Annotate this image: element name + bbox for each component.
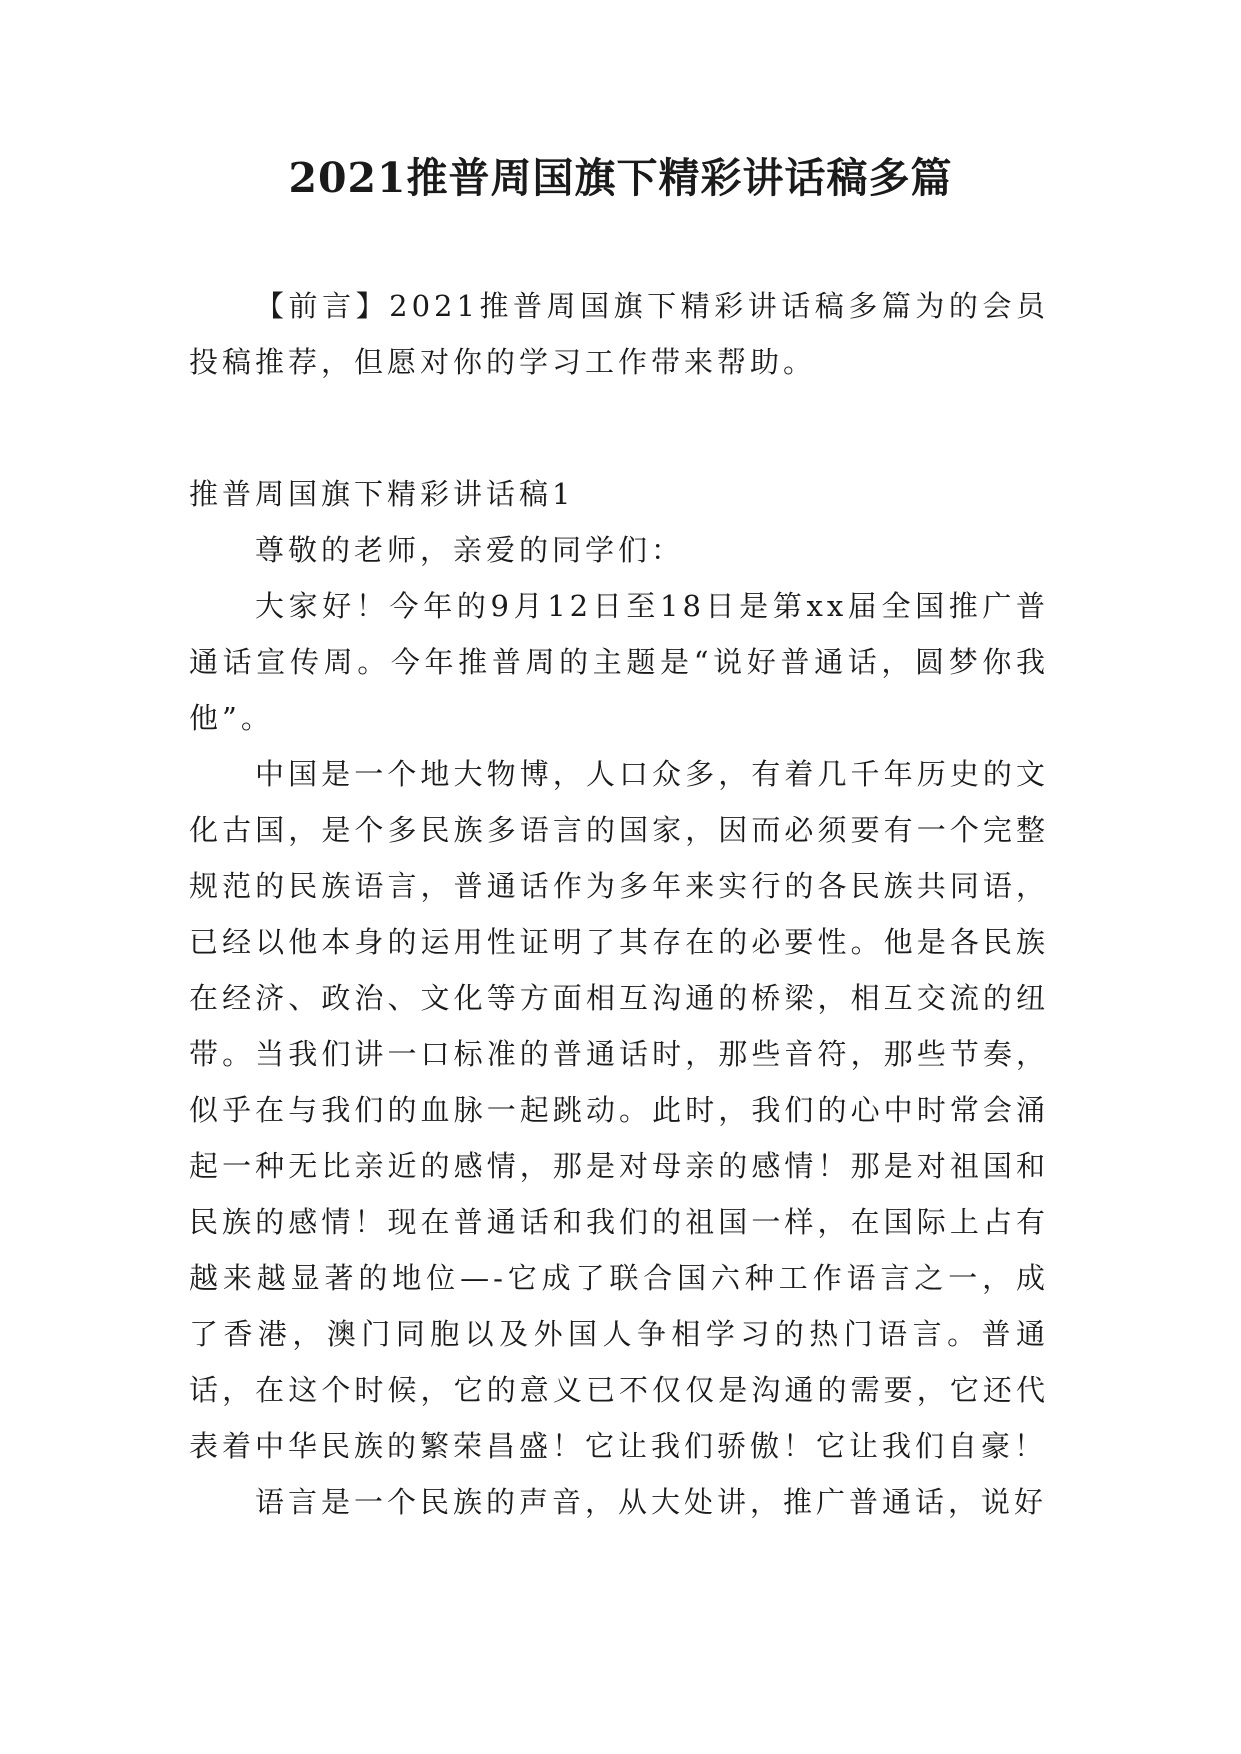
salutation: 尊敬的老师，亲爱的同学们： [255,533,685,567]
speech-section [189,466,1049,1530]
section-heading: 推普周国旗下精彩讲话稿1 [189,477,575,511]
body-paragraph: 大家好！今年的9月12日至18日是第xx届全国推广普通话宣传周。今年推普周的主题是“说好普通话，圆梦你我他”。 [189,589,1049,735]
preface-block [189,278,1049,390]
document-title: 2021推普周国旗下精彩讲话稿多篇 [288,154,953,202]
body-paragraph: 中国是一个地大物博，人口众多，有着几千年历史的文化古国，是个多民族多语言的国家，因而必须要有一个完整规范的民族语言，普通话作为多年来实行的各民族共同语，已经以他本身的运用性证明了其存在的必要性。他是各民族在经济、政治、文化等方面相互沟通的桥梁，相互交流的纽带。当我们讲一口标准的普通话时，那些音符，那些节奏，似乎在与我们的血脉一起跳动。此时，我们的心中时常会涌起一种无比亲近的感情，那是对母亲的感情！那是对祖国和民族的感情！现在普通话和我们的祖国一样，在国际上占有越来越显著的地位—-它成了联合国六种工作语言之一，成了香港，澳门同胞以及外国人争相学习的热门语言。普通话，在这个时候，它的意义已不仅仅是沟通的需要，它还代表着中华民族的繁荣昌盛！它让我们骄傲！它让我们自豪！ [189,757,1049,1463]
body-paragraph: 语言是一个民族的声音，从大处讲，推广普通话，说好 [255,1485,1048,1519]
preface-paragraph: 【前言】2021推普周国旗下精彩讲话稿多篇为的会员投稿推荐，但愿对你的学习工作带来帮助。 [189,289,1049,379]
